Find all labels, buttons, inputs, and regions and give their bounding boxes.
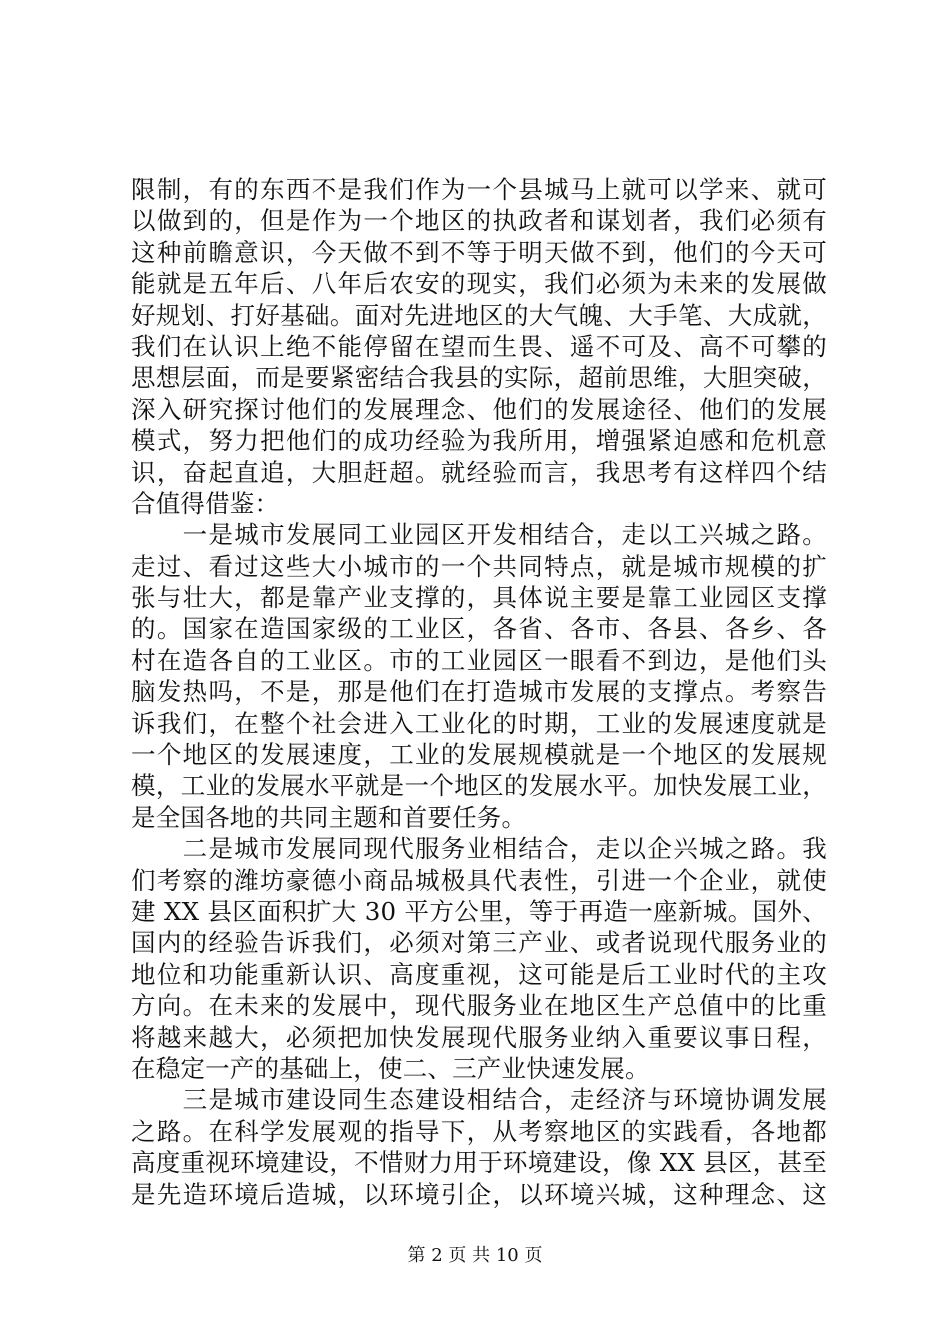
text-line: 一个地区的发展速度，工业的发展规模就是一个地区的发展规 [131, 740, 827, 770]
text-line: 诉我们，在整个社会进入工业化的时期，工业的发展速度就是 [131, 708, 827, 738]
paragraph-start-line: 一是城市发展同工业园区开发相结合，走以工兴城之路。 [131, 520, 827, 550]
text-line: 深入研究探讨他们的发展理念、他们的发展途径、他们的发展 [131, 394, 827, 424]
text-line: 走过、看过这些大小城市的一个共同特点，就是城市规模的扩 [131, 551, 827, 581]
text-line: 的。国家在造国家级的工业区，各省、各市、各县、各乡、各 [131, 614, 827, 644]
document-body [131, 174, 827, 1210]
text-line: 们考察的潍坊豪德小商品城极具代表性，引进一个企业，就使 [131, 865, 827, 895]
text-line: 以做到的，但是作为一个地区的执政者和谋划者，我们必须有 [131, 206, 827, 236]
text-line: 限制，有的东西不是我们作为一个县城马上就可以学来、就可 [131, 175, 827, 204]
page-number-footer: 第 2 页 共 10 页 [407, 1245, 543, 1266]
text-line: 之路。在科学发展观的指导下，从考察地区的实践看，各地都 [131, 1116, 827, 1146]
text-line: 模，工业的发展水平就是一个地区的发展水平。加快发展工业， [131, 771, 827, 801]
text-line: 识，奋起直追，大胆赶超。就经验而言，我思考有这样四个结 [131, 457, 827, 487]
text-line: 能就是五年后、八年后农安的现实，我们必须为未来的发展做 [131, 269, 827, 299]
text-line: 模式，努力把他们的成功经验为我所用，增强紧迫感和危机意 [131, 426, 827, 456]
text-line: 高度重视环境建设，不惜财力用于环境建设，像 XX 县区，甚至 [131, 1148, 827, 1178]
paragraph-start-line: 三是城市建设同生态建设相结合，走经济与环境协调发展 [131, 1085, 827, 1115]
paragraph-start-line: 二是城市发展同现代服务业相结合，走以企兴城之路。我 [131, 834, 827, 864]
text-line: 这种前瞻意识，今天做不到不等于明天做不到，他们的今天可 [131, 237, 827, 267]
text-line: 我们在认识上绝不能停留在望而生畏、遥不可及、高不可攀的 [131, 331, 827, 361]
text-line: 好规划、打好基础。面对先进地区的大气魄、大手笔、大成就， [131, 300, 827, 330]
text-line: 方向。在未来的发展中，现代服务业在地区生产总值中的比重 [131, 991, 827, 1021]
text-line: 思想层面，而是要紧密结合我县的实际，超前思维，大胆突破， [131, 363, 827, 393]
text-line: 张与壮大，都是靠产业支撑的，具体说主要是靠工业园区支撑 [131, 583, 827, 613]
text-line: 国内的经验告诉我们，必须对第三产业、或者说现代服务业的 [131, 928, 827, 958]
text-line: 建 XX 县区面积扩大 30 平方公里，等于再造一座新城。国外、 [131, 896, 827, 926]
text-line: 脑发热吗，不是，那是他们在打造城市发展的支撑点。考察告 [131, 677, 827, 707]
text-line: 合值得借鉴： [131, 488, 280, 518]
text-line: 村在造各自的工业区。市的工业园区一眼看不到边，是他们头 [131, 645, 827, 675]
text-line: 地位和功能重新认识、高度重视，这可能是后工业时代的主攻 [131, 959, 827, 989]
text-line: 在稳定一产的基础上，使二、三产业快速发展。 [131, 1053, 650, 1083]
text-line: 是先造环境后造城，以环境引企，以环境兴城，这种理念、这 [131, 1179, 827, 1209]
text-line: 将越来越大，必须把加快发展现代服务业纳入重要议事日程， [131, 1022, 827, 1052]
text-line: 是全国各地的共同主题和首要任务。 [131, 802, 527, 832]
